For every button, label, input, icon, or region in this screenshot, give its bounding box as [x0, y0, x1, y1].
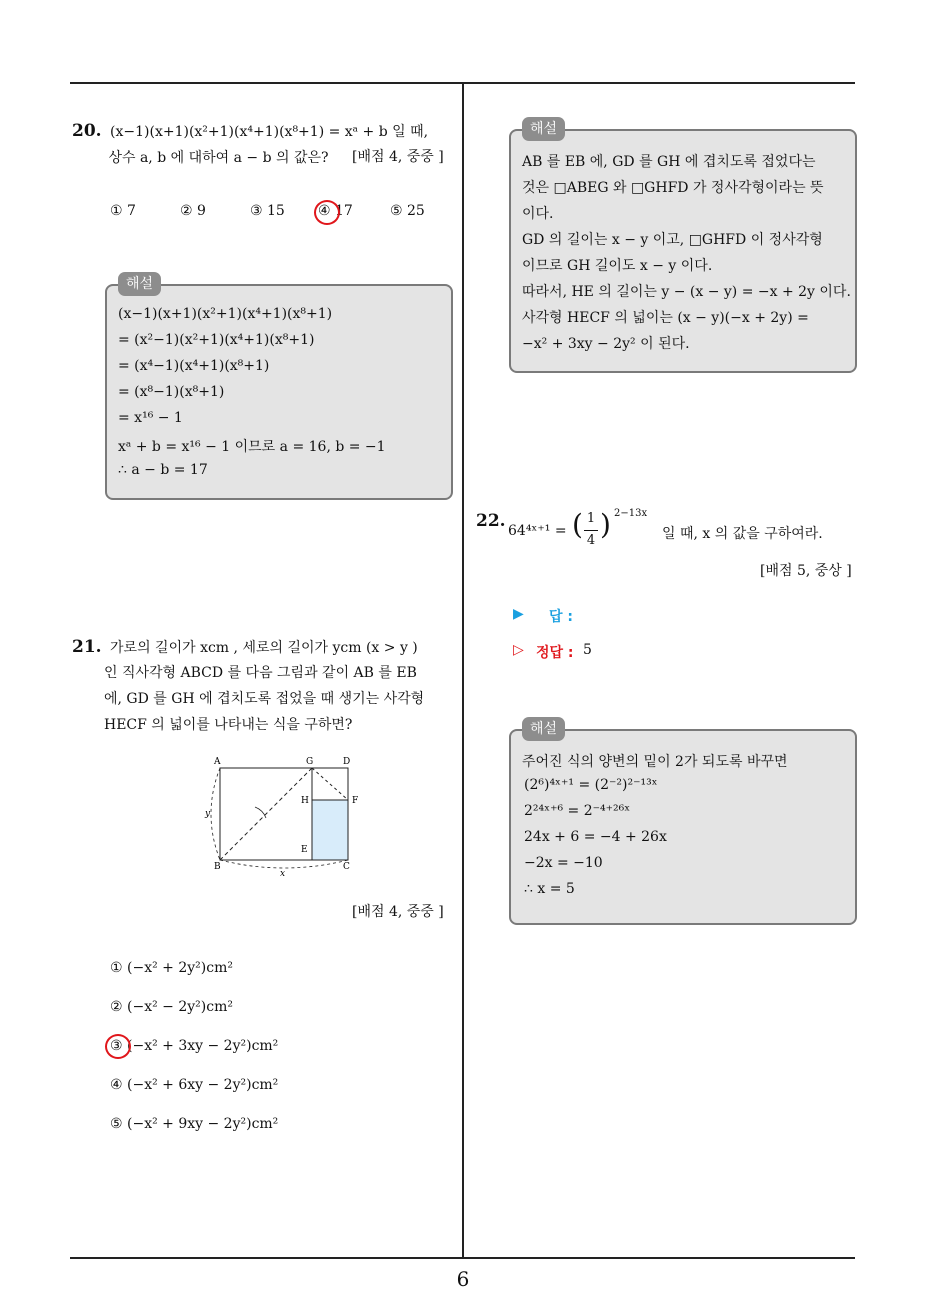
label-E: E: [301, 845, 308, 855]
solution-line: 2²⁴ˣ⁺⁶ = 2⁻⁴⁺²⁶ˣ: [524, 803, 631, 819]
question-text-line: 상수 a, b 에 대하여 a − b 의 값은?: [108, 150, 329, 166]
page-number: 6: [456, 1267, 470, 1291]
solution-line: 이므로 GH 길이도 x − y 이다.: [522, 258, 713, 274]
angle-mark: [255, 807, 266, 818]
solution-tab: 해설: [522, 117, 565, 141]
arc-y: [211, 768, 220, 860]
option-5[interactable]: ⑤ 25: [390, 203, 425, 219]
right-paren: ): [600, 508, 611, 541]
equation-right: 일 때, x 의 값을 구하여라.: [662, 526, 823, 542]
question-22: [476, 508, 510, 535]
solution-line: −x² + 3xy − 2y² 이 된다.: [522, 336, 690, 352]
solution-tab: 해설: [118, 272, 161, 296]
option-4[interactable]: ④ 17: [318, 203, 353, 219]
score-meta: [배점 4, 중중 ]: [352, 149, 444, 165]
solution-line: GD 의 길이는 x − y 이고, □GHFD 이 정사각형: [522, 232, 823, 248]
option-1[interactable]: ① (−x² + 2y²)cm²: [110, 960, 233, 976]
solution-line: = (x⁸−1)(x⁸+1): [118, 384, 225, 400]
question-text-line: 가로의 길이가 xcm , 세로의 길이가 ycm (x > y ): [110, 640, 418, 656]
solution-line: 것은 □ABEG 와 □GHFD 가 정사각형이라는 뜻: [522, 180, 824, 196]
solution-line: 주어진 식의 양변의 밑이 2가 되도록 바꾸면: [522, 754, 788, 770]
fold-line-GF: [312, 768, 348, 800]
rectangle-HECF: [312, 800, 348, 860]
label-F: F: [352, 796, 359, 806]
option-4[interactable]: ④ (−x² + 6xy − 2y²)cm²: [110, 1077, 279, 1093]
label-y: y: [205, 809, 211, 819]
fold-line-BG: [220, 768, 312, 860]
solution-line: ∴ x = 5: [524, 881, 575, 897]
label-H: H: [301, 796, 309, 806]
option-3[interactable]: ③ 15: [250, 203, 285, 219]
solution-line: (x−1)(x+1)(x²+1)(x⁴+1)(x⁸+1): [118, 306, 333, 322]
solution-line: xᵃ + b = x¹⁶ − 1 이므로 a = 16, b = −1: [118, 439, 386, 455]
option-1[interactable]: ① 7: [110, 203, 136, 219]
solution-line: = x¹⁶ − 1: [118, 410, 183, 426]
label-x: x: [280, 869, 286, 877]
solution-line: = (x⁴−1)(x⁴+1)(x⁸+1): [118, 358, 270, 374]
selected-answer-circle: [105, 1034, 131, 1059]
solution-line: ∴ a − b = 17: [118, 462, 208, 478]
score-meta: [배점 5, 중상 ]: [760, 563, 852, 579]
correct-label: 정답 :: [536, 645, 574, 661]
solution-line: AB 를 EB 에, GD 를 GH 에 겹치도록 접었다는: [522, 154, 816, 170]
label-C: C: [343, 862, 350, 872]
bottom-rule: [70, 1257, 855, 1259]
solution-tab: 해설: [522, 717, 565, 741]
score-meta: [배점 4, 중중 ]: [352, 904, 444, 920]
answer-marker: ▶: [513, 606, 524, 622]
solution-line: 24x + 6 = −4 + 26x: [524, 829, 667, 845]
question-21: [72, 634, 457, 661]
exponent: 2−13x: [614, 508, 648, 519]
correct-marker: ▷: [513, 642, 524, 658]
label-B: B: [214, 862, 221, 872]
fraction-numerator: 1: [586, 511, 596, 526]
selected-answer-circle: [314, 200, 340, 225]
solution-line: −2x = −10: [524, 855, 603, 871]
answer-label: 답 :: [549, 609, 573, 625]
fraction-bar: [584, 530, 598, 531]
solution-line: 따라서, HE 의 길이는 y − (x − y) = −x + 2y 이다.: [522, 284, 851, 300]
label-G: G: [306, 757, 314, 767]
question-text-line: 인 직사각형 ABCD 를 다음 그림과 같이 AB 를 EB: [104, 665, 417, 681]
option-5[interactable]: ⑤ (−x² + 9xy − 2y²)cm²: [110, 1116, 279, 1132]
label-D: D: [343, 757, 351, 767]
option-2[interactable]: ② (−x² − 2y²)cm²: [110, 999, 233, 1015]
solution-line: 이다.: [522, 206, 554, 222]
fraction-denominator: 4: [586, 533, 596, 548]
question-text-line: 에, GD 를 GH 에 겹치도록 접었을 때 생기는 사각형: [104, 691, 425, 707]
option-3[interactable]: ③ (−x² + 3xy − 2y²)cm²: [110, 1038, 279, 1054]
equation-left: 64⁴ˣ⁺¹ =: [508, 523, 567, 539]
question-number: 20.: [72, 121, 102, 141]
solution-line: = (x²−1)(x²+1)(x⁴+1)(x⁸+1): [118, 332, 315, 348]
solution-line: 사각형 HECF 의 넓이는 (x − y)(−x + 2y) =: [522, 310, 809, 326]
question-number: 22.: [476, 511, 506, 531]
option-2[interactable]: ② 9: [180, 203, 206, 219]
question-number: 21.: [72, 637, 102, 657]
correct-value: 5: [583, 642, 592, 658]
column-divider: [462, 84, 464, 1257]
arc-x: [220, 860, 348, 868]
question-text-line: HECF 의 넓이를 나타내는 식을 구하면?: [104, 717, 353, 733]
label-A: A: [214, 757, 221, 767]
folding-figure: [200, 752, 370, 877]
solution-line: (2⁶)⁴ˣ⁺¹ = (2⁻²)²⁻¹³ˣ: [524, 777, 658, 793]
question-text-line: (x−1)(x+1)(x²+1)(x⁴+1)(x⁸+1) = xᵃ + b 일 때,: [110, 124, 429, 140]
left-paren: (: [572, 508, 583, 541]
